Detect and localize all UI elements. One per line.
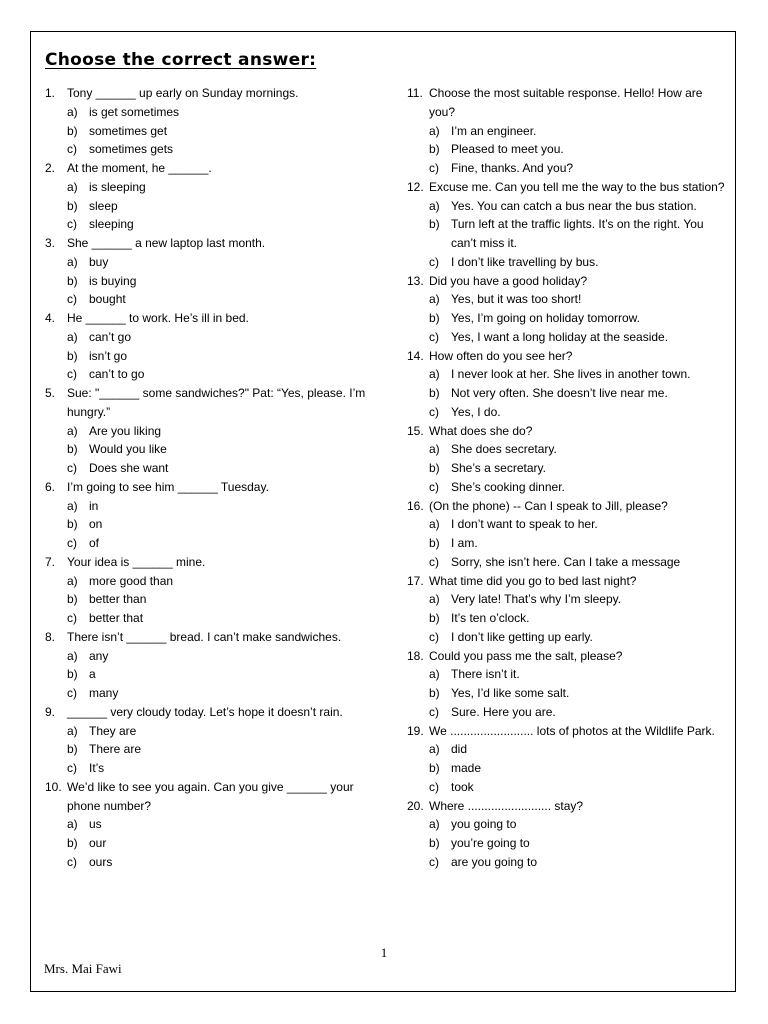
option-text: sometimes gets (89, 142, 174, 157)
question-number: 10. (45, 779, 62, 794)
answer-option (407, 440, 729, 459)
answer-option (45, 365, 380, 384)
option-letter: c) (67, 536, 77, 550)
option-text: better that (89, 611, 144, 625)
option-letter: b) (67, 273, 78, 288)
answer-option (45, 665, 380, 684)
question-text: (On the phone) -- Can I speak to Jill, please? (429, 498, 668, 513)
author-name: Mrs. Mai Fawi (44, 961, 122, 976)
answer-option (407, 328, 729, 347)
option-letter: c) (429, 254, 439, 269)
question-line (407, 84, 729, 122)
option-letter: b) (429, 386, 440, 400)
answer-option (407, 534, 729, 553)
answer-option (45, 572, 380, 591)
question-text: Excuse me. Can you tell me the way to the bus station? (429, 179, 725, 194)
option-text: took (451, 779, 474, 794)
option-text: Yes, I’d like some salt. (451, 686, 570, 700)
option-letter: c) (67, 854, 77, 869)
question-line (407, 797, 729, 816)
option-text: on (89, 517, 103, 532)
option-letter: a) (429, 742, 440, 757)
option-text: There isn’t it. (451, 667, 520, 682)
answer-option (45, 759, 380, 778)
question-number: 8. (45, 629, 56, 644)
option-letter: c) (67, 761, 77, 775)
option-letter: c) (429, 329, 439, 344)
question-item (45, 84, 380, 159)
option-letter: b) (67, 517, 78, 532)
answer-option (407, 703, 729, 722)
question-item (45, 478, 380, 553)
question-line (45, 384, 380, 422)
option-text: Sorry, she isn’t here. Can I take a message (451, 554, 681, 569)
question-number: 15. (407, 423, 424, 438)
answer-option (407, 590, 729, 609)
option-letter: c) (67, 686, 77, 700)
question-line (45, 234, 380, 253)
option-letter: c) (429, 479, 439, 494)
question-item (407, 272, 729, 347)
answer-option (407, 309, 729, 328)
question-item (45, 553, 380, 628)
question-number: 6. (45, 479, 56, 494)
question-line (45, 703, 380, 722)
question-text: Could you pass me the salt, please? (429, 648, 623, 663)
option-letter: a) (67, 254, 78, 269)
question-item (407, 347, 729, 422)
option-letter: b) (429, 461, 440, 475)
answer-option (45, 178, 380, 197)
option-text: any (89, 648, 109, 663)
question-number: 18. (407, 648, 424, 663)
option-letter: a) (67, 423, 78, 438)
option-letter: a) (429, 592, 440, 607)
option-text: made (451, 761, 482, 775)
option-text: is sleeping (89, 179, 146, 194)
question-number: 12. (407, 179, 424, 194)
option-text: sleeping (89, 217, 134, 232)
option-letter: c) (429, 404, 439, 419)
answer-option (407, 665, 729, 684)
option-letter: b) (429, 311, 440, 325)
question-text: What does she do? (429, 423, 533, 438)
option-letter: c) (67, 611, 77, 625)
answer-option (407, 403, 729, 422)
option-text: I’m an engineer. (451, 123, 537, 138)
option-letter: c) (67, 292, 77, 307)
question-line (407, 497, 729, 516)
option-letter: c) (67, 142, 77, 157)
question-line (45, 778, 380, 816)
option-letter: c) (67, 217, 77, 232)
option-letter: c) (429, 779, 439, 794)
option-text: buy (89, 254, 109, 269)
question-item (45, 159, 380, 234)
option-letter: b) (67, 836, 78, 850)
option-text: did (451, 742, 468, 757)
question-item (407, 572, 729, 647)
option-text: It’s ten o’clock. (451, 611, 530, 625)
option-text: us (89, 817, 102, 832)
option-letter: a) (429, 123, 440, 138)
answer-option (45, 609, 380, 628)
option-text: better than (89, 592, 147, 607)
question-line (45, 478, 380, 497)
option-text: She’s cooking dinner. (451, 479, 565, 494)
option-text: Would you like (89, 442, 167, 457)
option-text: I don’t like travelling by bus. (451, 254, 599, 269)
answer-option (45, 328, 380, 347)
page-title: Choose the correct answer: (45, 50, 317, 70)
answer-option (45, 515, 380, 534)
question-text: Where ......................... stay? (429, 798, 584, 813)
question-line (45, 553, 380, 572)
question-line (407, 178, 729, 197)
question-number: 1. (45, 86, 56, 100)
option-letter: c) (429, 704, 439, 719)
answer-option (45, 722, 380, 741)
answer-option (45, 272, 380, 291)
option-letter: c) (429, 554, 439, 569)
question-number: 7. (45, 554, 56, 569)
option-text: Yes, I do. (451, 404, 501, 419)
option-letter: a) (429, 198, 440, 213)
answer-option (45, 253, 380, 272)
answer-option (407, 459, 729, 478)
option-text: ours (89, 854, 113, 869)
answer-option (45, 290, 380, 309)
option-text: Are you liking (89, 423, 162, 438)
option-letter: a) (67, 573, 78, 588)
option-letter: b) (429, 142, 440, 157)
question-line (45, 309, 380, 328)
option-letter: b) (429, 761, 440, 775)
option-letter: b) (67, 742, 78, 757)
page-number: 1 (380, 945, 388, 960)
option-letter: c) (429, 629, 439, 644)
option-text: sometimes get (89, 123, 168, 138)
option-text: is get sometimes (89, 104, 180, 119)
option-text: She does secretary. (451, 442, 557, 457)
question-text: Did you have a good holiday? (429, 273, 588, 288)
question-text: We’d like to see you again. Can you give ______ your phone number? (67, 779, 354, 813)
question-number: 2. (45, 161, 56, 175)
answer-option (407, 197, 729, 216)
question-number: 3. (45, 236, 56, 250)
option-letter: b) (429, 217, 440, 232)
answer-option (407, 290, 729, 309)
option-letter: b) (67, 123, 78, 138)
option-letter: a) (429, 517, 440, 532)
questions-right-column (407, 84, 729, 872)
option-text: are you going to (451, 854, 538, 869)
option-letter: b) (67, 592, 78, 607)
question-item (407, 422, 729, 497)
question-text: ______ very cloudy today. Let’s hope it doesn’t rain. (67, 704, 343, 719)
answer-option (407, 515, 729, 534)
answer-option (407, 740, 729, 759)
answer-option (407, 253, 729, 272)
option-letter: c) (429, 854, 439, 869)
option-text: I am. (451, 536, 478, 550)
option-text: can’t go (89, 329, 132, 344)
option-letter: a) (429, 817, 440, 832)
question-item (407, 647, 729, 722)
option-letter: a) (67, 329, 78, 344)
option-letter: b) (67, 348, 78, 363)
question-line (407, 272, 729, 291)
option-text: Fine, thanks. And you? (451, 161, 574, 175)
question-text: I’m going to see him ______ Tuesday. (67, 479, 269, 494)
answer-option (407, 684, 729, 703)
question-number: 13. (407, 273, 424, 288)
option-letter: b) (67, 198, 78, 213)
option-letter: a) (429, 667, 440, 682)
question-item (407, 84, 729, 178)
question-text: Sue: "______ some sandwiches?" Pat: “Yes, please. I’m hungry.” (67, 386, 366, 419)
option-letter: c) (67, 367, 77, 382)
option-text: Not very often. She doesn’t live near me. (451, 386, 668, 400)
option-letter: c) (429, 161, 439, 175)
option-text: in (89, 498, 99, 513)
question-item (407, 497, 729, 572)
answer-option (45, 422, 380, 441)
option-letter: b) (429, 536, 440, 550)
answer-option (45, 103, 380, 122)
answer-option (407, 778, 729, 797)
question-number: 19. (407, 723, 424, 738)
option-text: Turn left at the traffic lights. It’s on the right. You can’t miss it. (451, 217, 704, 250)
option-letter: b) (67, 667, 78, 682)
question-line (407, 647, 729, 666)
option-text: I don’t want to speak to her. (451, 517, 598, 532)
question-text: There isn’t ______ bread. I can’t make sandwiches. (67, 629, 342, 644)
option-text: I never look at her. She lives in another town. (451, 367, 691, 382)
option-text: They are (89, 723, 137, 738)
question-text: How often do you see her? (429, 348, 573, 363)
option-text: Yes. You can catch a bus near the bus station. (451, 198, 697, 213)
option-letter: b) (429, 611, 440, 625)
question-text: We ......................... lots of photos at the Wildlife Park. (429, 723, 715, 738)
answer-option (45, 459, 380, 478)
question-line (407, 347, 729, 366)
answer-option (407, 384, 729, 403)
option-text: sleep (89, 198, 118, 213)
question-text: Tony ______ up early on Sunday mornings. (67, 86, 299, 100)
option-text: our (89, 836, 107, 850)
answer-option (45, 140, 380, 159)
question-number: 11. (407, 86, 423, 100)
question-text: What time did you go to bed last night? (429, 573, 637, 588)
question-text: Choose the most suitable response. Hello! How are you? (429, 86, 703, 119)
option-letter: a) (67, 104, 78, 119)
option-letter: a) (67, 723, 78, 738)
option-letter: a) (429, 292, 440, 307)
option-text: you going to (451, 817, 517, 832)
question-number: 20. (407, 798, 424, 813)
option-letter: b) (429, 686, 440, 700)
question-item (407, 178, 729, 272)
answer-option (407, 609, 729, 628)
answer-option (407, 122, 729, 141)
option-letter: a) (67, 648, 78, 663)
answer-option (45, 815, 380, 834)
answer-option (407, 159, 729, 178)
answer-option (45, 853, 380, 872)
question-line (45, 84, 380, 103)
option-text: There are (89, 742, 142, 757)
option-text: Sure. Here you are. (451, 704, 556, 719)
question-item (45, 778, 380, 872)
answer-option (45, 647, 380, 666)
question-number: 4. (45, 311, 56, 325)
answer-option (45, 590, 380, 609)
question-text: She ______ a new laptop last month. (67, 236, 266, 250)
answer-option (407, 834, 729, 853)
question-number: 16. (407, 498, 424, 513)
question-text: Your idea is ______ mine. (67, 554, 206, 569)
option-letter: a) (67, 817, 78, 832)
option-letter: a) (429, 442, 440, 457)
option-text: I don’t like getting up early. (451, 629, 593, 644)
option-letter: a) (67, 498, 78, 513)
option-text: Yes, I want a long holiday at the seaside. (451, 329, 669, 344)
answer-option (45, 740, 380, 759)
answer-option (407, 215, 729, 253)
answer-option (45, 497, 380, 516)
question-item (407, 722, 729, 797)
question-number: 9. (45, 704, 56, 719)
question-line (407, 722, 729, 741)
answer-option (45, 215, 380, 234)
question-item (45, 628, 380, 703)
answer-option (45, 122, 380, 141)
answer-option (45, 197, 380, 216)
question-item (45, 309, 380, 384)
option-text: you’re going to (451, 836, 530, 850)
option-text: Pleased to meet you. (451, 142, 564, 157)
option-letter: a) (429, 367, 440, 382)
question-line (407, 572, 729, 591)
question-item (45, 703, 380, 778)
question-line (45, 628, 380, 647)
option-text: more good than (89, 573, 174, 588)
option-text: Does she want (89, 461, 169, 475)
question-number: 17. (407, 573, 424, 588)
option-text: Very late! That’s why I’m sleepy. (451, 592, 622, 607)
option-text: Yes, I’m going on holiday tomorrow. (451, 311, 640, 325)
option-text: isn’t go (89, 348, 128, 363)
question-text: At the moment, he ______. (67, 161, 212, 175)
question-item (407, 797, 729, 872)
answer-option (407, 815, 729, 834)
answer-option (407, 853, 729, 872)
answer-option (45, 347, 380, 366)
question-item (45, 234, 380, 309)
answer-option (45, 440, 380, 459)
question-line (45, 159, 380, 178)
question-number: 14. (407, 348, 424, 363)
answer-option (407, 140, 729, 159)
option-text: It’s (89, 761, 105, 775)
question-number: 5. (45, 386, 56, 400)
answer-option (407, 365, 729, 384)
option-letter: c) (67, 461, 77, 475)
question-item (45, 384, 380, 478)
option-letter: b) (429, 836, 440, 850)
option-text: can’t to go (89, 367, 145, 382)
option-text: many (89, 686, 119, 700)
answer-option (45, 534, 380, 553)
option-letter: a) (67, 179, 78, 194)
answer-option (407, 628, 729, 647)
answer-option (45, 684, 380, 703)
answer-option (45, 834, 380, 853)
answer-option (407, 759, 729, 778)
question-line (407, 422, 729, 441)
option-text: of (89, 536, 100, 550)
option-text: bought (89, 292, 126, 307)
questions-left-column (45, 84, 380, 872)
option-text: is buying (89, 273, 137, 288)
question-text: He ______ to work. He’s ill in bed. (67, 311, 249, 325)
option-text: Yes, but it was too short! (451, 292, 582, 307)
answer-option (407, 478, 729, 497)
option-text: She’s a secretary. (451, 461, 546, 475)
answer-option (407, 553, 729, 572)
option-letter: b) (67, 442, 78, 457)
option-text: a (89, 667, 96, 682)
